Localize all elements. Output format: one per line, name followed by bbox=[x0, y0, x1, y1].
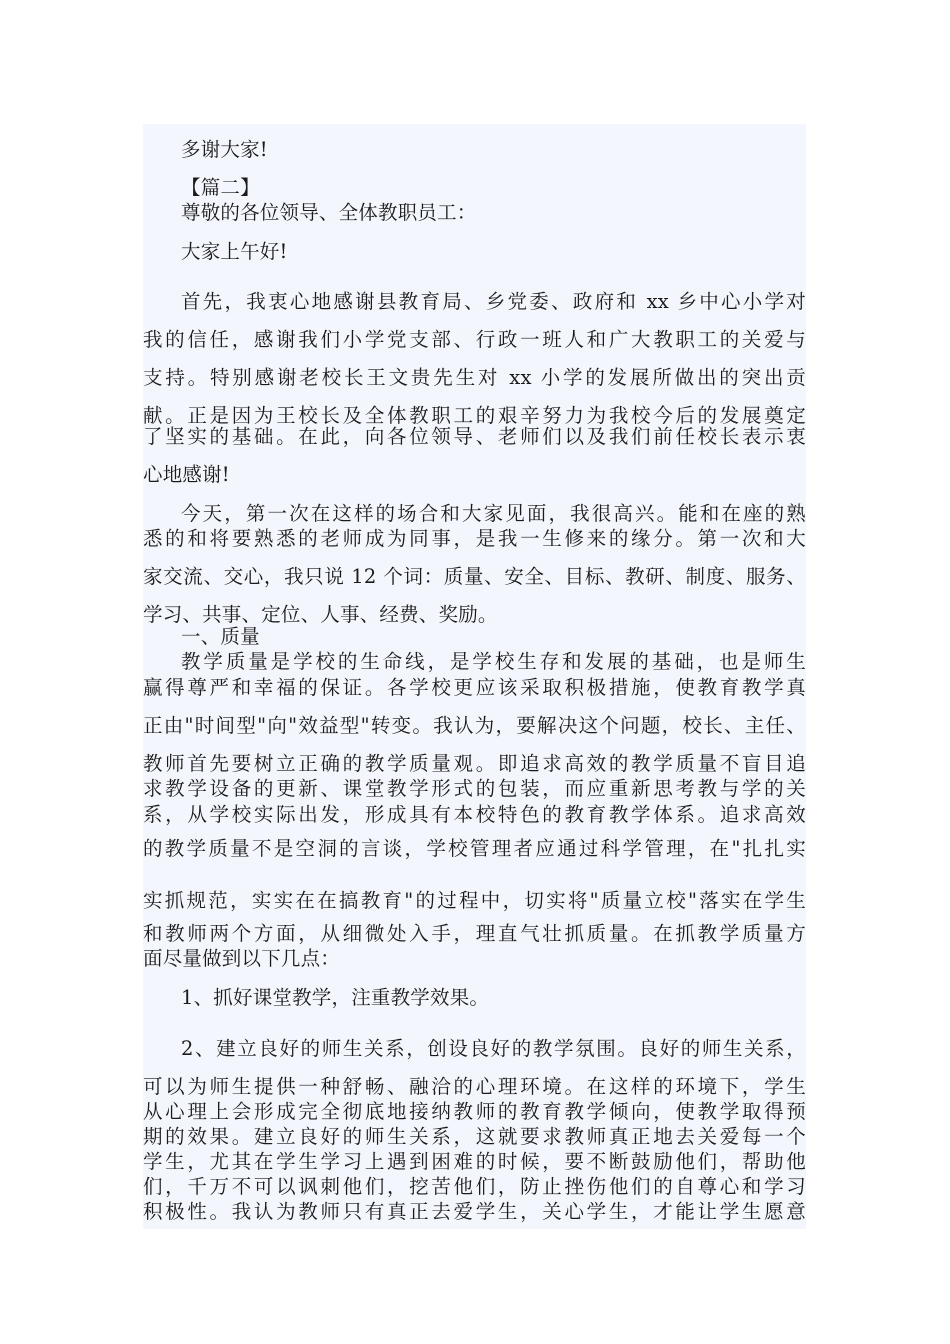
document-page bbox=[143, 124, 806, 1229]
text-line: 教学质量是学校的生命线，是学校生存和发展的基础，也是师生 bbox=[181, 650, 806, 673]
text-line: 我的信任，感谢我们小学党支部、行政一班人和广大教职工的关爱与 bbox=[143, 328, 806, 351]
text-line: 献。正是因为王校长及全体教职工的艰辛努力为我校今后的发展奠定 bbox=[143, 404, 806, 427]
text-line: 实抓规范，实实在在搞教育"的过程中，切实将"质量立校"落实在学生 bbox=[143, 889, 806, 912]
text-line: 赢得尊严和幸福的保证。各学校更应该采取积极措施，使教育教学真 bbox=[143, 676, 806, 699]
text-line: 可以为师生提供一种舒畅、融洽的心理环境。在这样的环境下，学生 bbox=[143, 1075, 806, 1098]
list-item: 1、抓好课堂教学，注重教学效果。 bbox=[181, 986, 490, 1009]
text-line: 了坚实的基础。在此，向各位领导、老师们以及我们前任校长表示衷 bbox=[143, 425, 806, 448]
text-line: 支持。特别感谢老校长王文贵先生对 xx 小学的发展所做出的突出贡 bbox=[143, 366, 806, 389]
text-line: 求教学设备的更新、课堂教学形式的包装，而应重新思考教与学的关 bbox=[143, 777, 806, 800]
text-line: 学生，尤其在学生学习上遇到困难的时候，要不断鼓励他们，帮助他 bbox=[143, 1150, 806, 1173]
text-line: 的教学质量不是空洞的言谈，学校管理者应通过科学管理，在"扎扎实 bbox=[143, 837, 806, 860]
subsection-heading: 一、质量 bbox=[181, 625, 260, 648]
text-line: 首先，我衷心地感谢县教育局、乡党委、政府和 xx 乡中心小学对 bbox=[181, 290, 806, 313]
greeting: 大家上午好! bbox=[181, 240, 288, 263]
text-line: 多谢大家! bbox=[181, 138, 268, 161]
text-line: 从心理上会形成完全彻底地接纳教师的教育教学倾向，使教学取得预 bbox=[143, 1100, 806, 1123]
text-line: 面尽量做到以下几点： bbox=[143, 947, 341, 970]
text-line: 今天，第一次在这样的场合和大家见面，我很高兴。能和在座的熟 bbox=[181, 502, 806, 525]
text-line: 期的效果。建立良好的师生关系，这就要求教师真正地去关爱每一个 bbox=[143, 1125, 806, 1148]
salutation: 尊敬的各位领导、全体教职员工： bbox=[181, 201, 477, 224]
text-line: 悉的和将要熟悉的老师成为同事，是我一生修来的缘分。第一次和大 bbox=[143, 527, 806, 550]
section-heading: 【篇二】 bbox=[181, 176, 260, 199]
text-line: 正由"时间型"向"效益型"转变。我认为，要解决这个问题，校长、主任、 bbox=[143, 714, 806, 737]
text-line: 系，从学校实际出发，形成具有本校特色的教育教学体系。追求高效 bbox=[143, 803, 806, 826]
text-line: 们，千万不可以讽刺他们，挖苦他们，防止挫伤他们的自尊心和学习 bbox=[143, 1175, 806, 1198]
text-line: 学习、共事、定位、人事、经费、奖励。 bbox=[143, 603, 498, 626]
text-line: 和教师两个方面，从细微处入手，理直气壮抓质量。在抓教学质量方 bbox=[143, 922, 806, 945]
text-line: 积极性。我认为教师只有真正去爱学生，关心学生，才能让学生愿意 bbox=[143, 1200, 806, 1223]
text-line: 心地感谢! bbox=[143, 463, 230, 486]
text-line: 家交流、交心，我只说 12 个词：质量、安全、目标、教研、制度、服务、 bbox=[143, 565, 806, 588]
list-item: 2、建立良好的师生关系，创设良好的教学氛围。良好的师生关系， bbox=[181, 1037, 806, 1060]
text-line: 教师首先要树立正确的教学质量观。即追求高效的教学质量不盲目追 bbox=[143, 752, 806, 775]
